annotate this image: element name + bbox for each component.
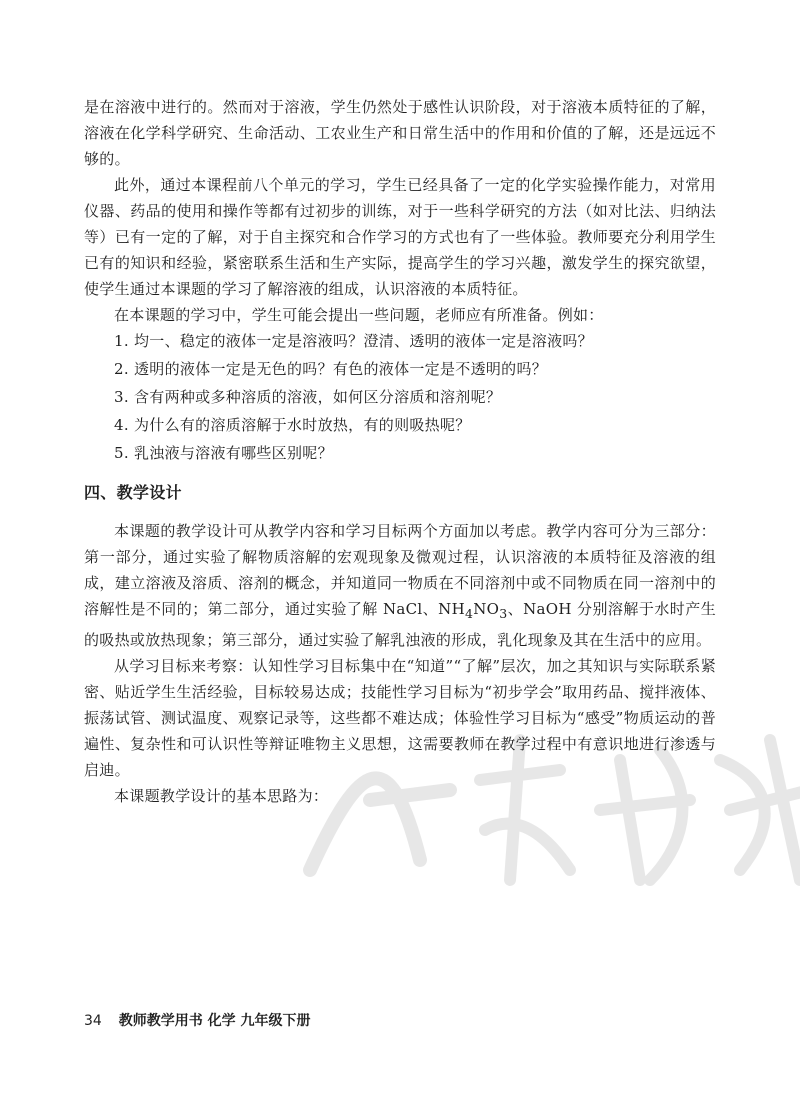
page-number: 34 bbox=[84, 1013, 102, 1029]
list-item: 3. 含有两种或多种溶质的溶液，如何区分溶质和溶剂呢？ bbox=[114, 388, 502, 406]
subscript: 3 bbox=[499, 606, 508, 621]
paragraph-questions-intro: 在本课题的学习中，学生可能会提出一些问题，老师应有所准备。例如： bbox=[114, 306, 604, 324]
question-list bbox=[84, 328, 716, 466]
section-heading: 四、教学设计 bbox=[84, 483, 182, 502]
list-item: 5. 乳浊液与溶液有哪些区别呢？ bbox=[114, 444, 333, 462]
paragraph-learning-goals: 从学习目标来考察：认知性学习目标集中在“知道”“了解”层次，加之其知识与实际联系紧密、贴近学生生活经验，目标较易达成；技能性学习目标为“初步学会”取用药品、搅拌液体、振荡试管、测试温度、观察记录等，这些都不难达成；体验性学习目标为“感受”物质运动的普遍性、复杂性和可认识性等辩证唯物主义思想，这需要教师在教学过程中有意识地进行渗透与启迪。 bbox=[84, 657, 716, 779]
paragraph-teaching-content bbox=[84, 518, 716, 653]
book-title: 教师教学用书 化学 九年级下册 bbox=[118, 1013, 311, 1029]
list-item: 4. 为什么有的溶质溶解于水时放热，有的则吸热呢？ bbox=[114, 416, 471, 434]
paragraph-prior-knowledge: 此外，通过本课程前八个单元的学习，学生已经具备了一定的化学实验操作能力，对常用仪器、药品的使用和操作等都有过初步的训练，对于一些科学研究的方法（如对比法、归纳法等）已有一定的了解，对于自主探究和合作学习的方式也有了一些体验。教师要充分利用学生已有的知识和经验，紧密联系生活和生产实际，提高学生的学习兴趣，激发学生的探究欲望，使学生通过本课题的学习了解溶液的组成，认识溶液的本质特征。 bbox=[84, 176, 716, 298]
paragraph-text: 本课题的教学设计可从教学内容和学习目标两个方面加以考虑。教学内容可分为三部分：第一部分，通过实验了解物质溶解的宏观现象及微观过程，认识溶液的本质特征及溶液的组成，建立溶液及溶质、溶剂的概念，并知道同一物质在不同溶剂中或不同物质在同一溶剂中的溶解性是不同的；第二部分，通过实验了解 NaCl、NH bbox=[84, 522, 716, 618]
subscript: 4 bbox=[464, 606, 474, 621]
paragraph-text: NO bbox=[473, 600, 500, 618]
list-item: 1. 均一、稳定的液体一定是溶液吗？澄清、透明的液体一定是溶液吗？ bbox=[114, 332, 593, 350]
main-text bbox=[84, 94, 716, 809]
list-item: 2. 透明的液体一定是无色的吗？有色的液体一定是不透明的吗？ bbox=[114, 360, 548, 378]
paragraph-design-outline: 本课题教学设计的基本思路为： bbox=[114, 787, 329, 805]
paragraph-continuation: 是在溶液中进行的。然而对于溶液，学生仍然处于感性认识阶段，对于溶液本质特征的了解，溶液在化学科学研究、生命活动、工农业生产和日常生活中的作用和价值的了解，还是远远不够的。 bbox=[84, 98, 716, 168]
page-footer bbox=[84, 1010, 310, 1030]
paragraph-text: 、NaOH 分别溶解于水时产生的吸热或放热现象；第三部分，通过实验了解乳浊液的形成，乳化现象及其在生活中的应用。 bbox=[84, 600, 716, 649]
